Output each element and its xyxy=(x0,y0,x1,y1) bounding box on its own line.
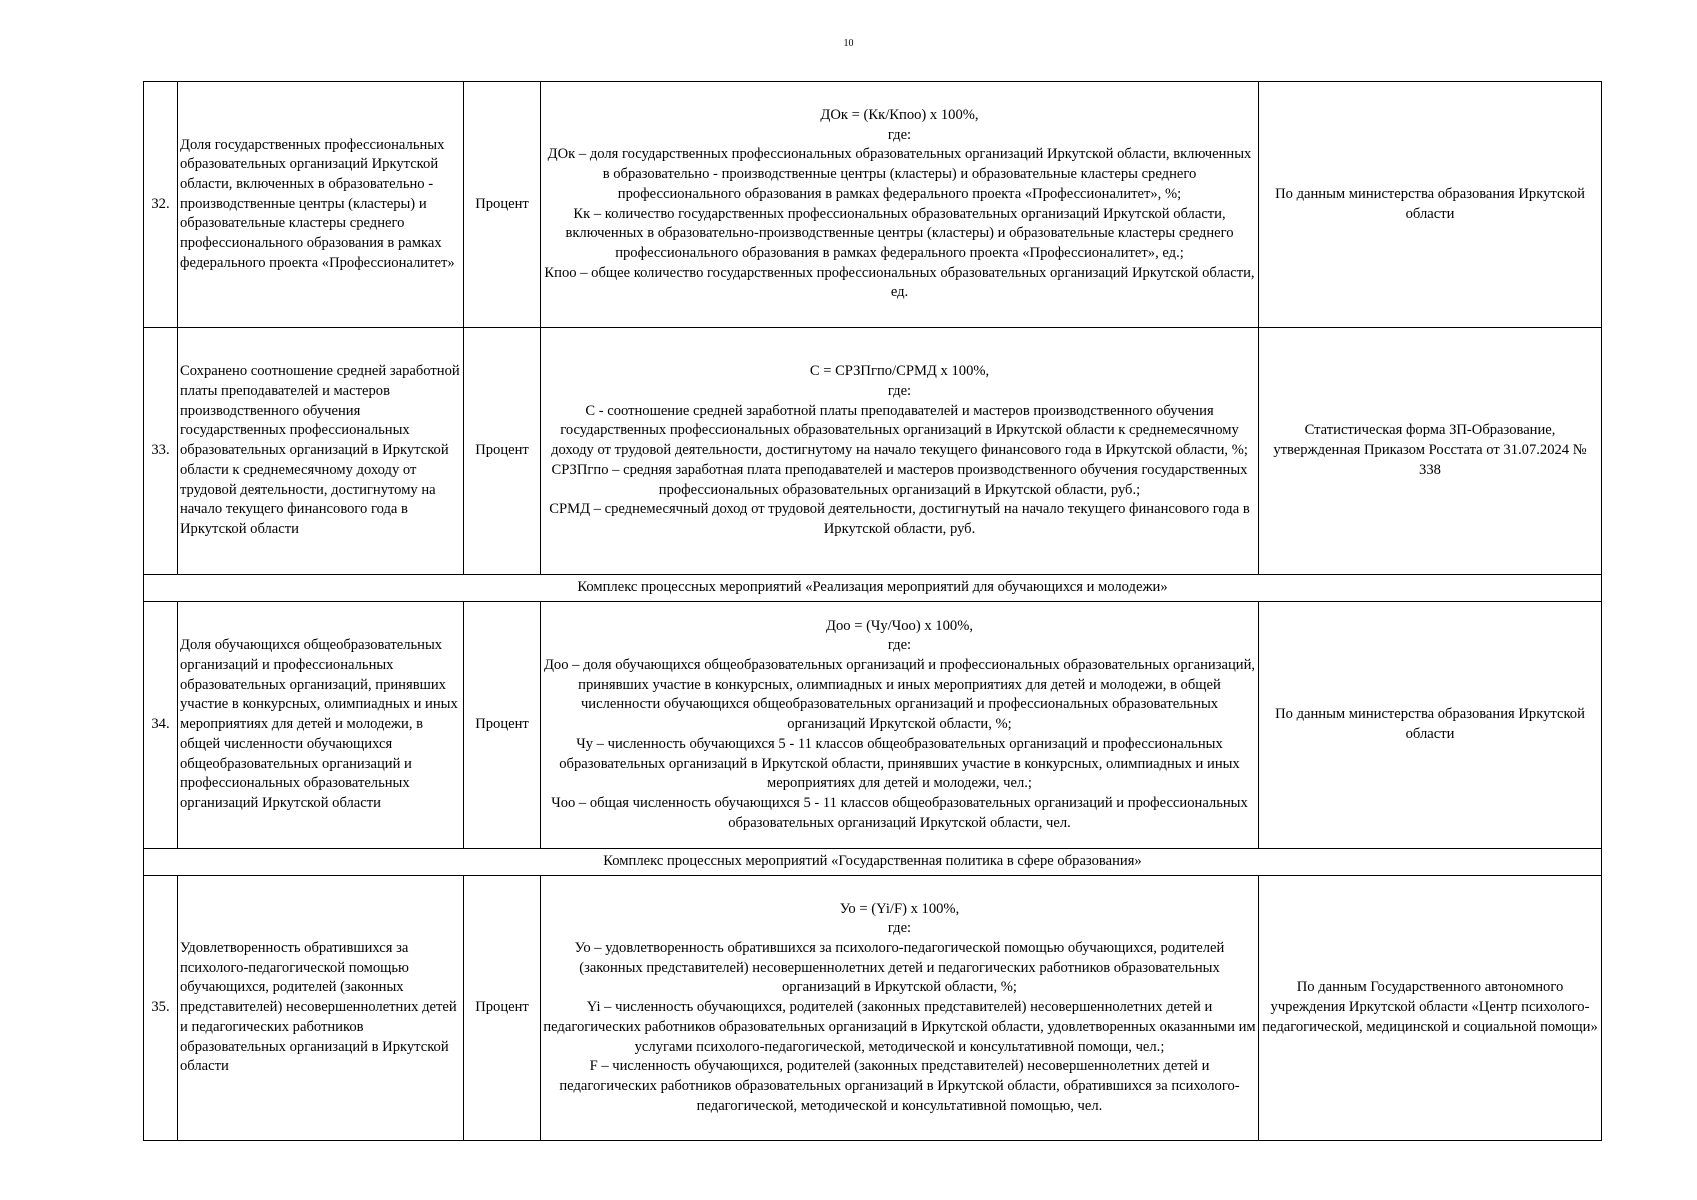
method-formula: Уо = (Yi/F) х 100%, xyxy=(839,900,960,917)
indicator-source: По данным министерства образования Иркутской области xyxy=(1259,602,1602,849)
method-definition: С - соотношение средней заработной платы преподавателей и мастеров производственного обучения государственных профессиональных образовательных организаций в Иркутской области к среднемесячному доходу от трудовой деятельности, достигнутому на начало текущего финансового года в Иркутской области, %; xyxy=(551,402,1248,459)
method-where: где: xyxy=(887,383,912,400)
indicator-method xyxy=(541,602,1259,849)
indicator-number: 34. xyxy=(144,602,178,849)
indicator-unit: Процент xyxy=(464,602,541,849)
indicator-row-35 xyxy=(144,876,1602,1141)
indicator-name: Доля обучающихся общеобразовательных организаций и профессиональных образовательных организаций, принявших участие в конкурсных, олимпиадных и иных мероприятиях для детей и молодежи, в общей численности обучающихся общеобразовательных организаций и профессиональных образовательных организаций Иркутской области xyxy=(178,602,464,849)
indicator-name: Доля государственных профессиональных образовательных организаций Иркутской области, включенных в образовательно - производственные центры (кластеры) и образовательные кластеры среднего профессионального образования в рамках федерального проекта «Профессионалитет» xyxy=(178,82,464,328)
section-title: Комплекс процессных мероприятий «Государственная политика в сфере образования» xyxy=(144,849,1602,876)
method-formula: Доо = (Чу/Чоо) х 100%, xyxy=(826,617,973,634)
indicator-row-32 xyxy=(144,82,1602,328)
method-definition: Чоо – общая численность обучающихся 5 - 11 классов общеобразовательных организаций и профессиональных образовательных организаций Иркутской области, чел. xyxy=(551,794,1248,831)
method-where: где: xyxy=(887,920,912,937)
method-where: где: xyxy=(887,637,912,654)
indicator-row-34 xyxy=(144,602,1602,849)
indicator-name: Удовлетворенность обратившихся за психолого-педагогической помощью обучающихся, родителей (законных представителей) несовершеннолетних детей и педагогических работников образовательных организаций в Иркутской области xyxy=(178,876,464,1141)
section-row xyxy=(144,575,1602,602)
method-definition: СРМД – среднемесячный доход от трудовой деятельности, достигнутый на начало текущего финансового года в Иркутской области, руб. xyxy=(549,501,1250,537)
indicator-name: Сохранено соотношение средней заработной платы преподавателей и мастеров производственного обучения государственных профессиональных образовательных организаций в Иркутской области к среднемесячному доходу от трудовой деятельности, достигнутому на начало текущего финансового года в Иркутской области xyxy=(178,328,464,575)
page-number: 10 xyxy=(843,38,854,49)
method-definition: F – численность обучающихся, родителей (законных представителей) несовершеннолетних детей и педагогических работников образовательных организаций в Иркутской области, обратившихся за психолого-педагогической, методической и консультативной помощью, чел. xyxy=(559,1058,1240,1114)
indicator-source: По данным Государственного автономного учреждения Иркутской области «Центр психолого-педагогической, медицинской и социальной помощи» xyxy=(1259,876,1602,1141)
indicator-method xyxy=(541,328,1259,575)
indicator-number: 35. xyxy=(144,876,178,1141)
section-title: Комплекс процессных мероприятий «Реализация мероприятий для обучающихся и молодежи» xyxy=(144,575,1602,602)
indicator-source: Статистическая форма ЗП-Образование, утвержденная Приказом Росстата от 31.07.2024 № 338 xyxy=(1259,328,1602,575)
indicator-unit: Процент xyxy=(464,876,541,1141)
method-definition: Кк – количество государственных профессиональных образовательных организаций Иркутской области, включенных в образовательно-производственные центры (кластеры) и образовательные кластеры среднего профессионального образования в рамках федерального проекта «Профессионалитет», ед.; xyxy=(565,205,1234,261)
method-definition: Yi – численность обучающихся, родителей (законных представителей) несовершеннолетних детей и педагогических работников образовательных организаций в Иркутской области, удовлетворенных оказанными им услугами психолого-педагогической, методической и консультативной помощи, чел.; xyxy=(543,999,1256,1055)
indicators-table xyxy=(143,81,1602,1141)
indicator-unit: Процент xyxy=(464,82,541,328)
indicator-unit: Процент xyxy=(464,328,541,575)
method-definition: Чу – численность обучающихся 5 - 11 классов общеобразовательных организаций и профессиональных образовательных организаций в Иркутской области, принявших участие в конкурсных, олимпиадных и иных мероприятиях для детей и молодежи, чел.; xyxy=(559,735,1240,792)
indicator-number: 33. xyxy=(144,328,178,575)
indicator-row-33 xyxy=(144,328,1602,575)
method-definition: Доо – доля обучающихся общеобразовательных организаций и профессиональных образовательных организаций, принявших участие в конкурсных, олимпиадных и иных мероприятиях для детей и молодежи, в общей численности обучающихся общеобразовательных организаций и профессиональных образовательных организаций Иркутской области, %; xyxy=(543,657,1256,733)
method-where: где: xyxy=(887,126,912,143)
indicator-source: По данным министерства образования Иркутской области xyxy=(1259,82,1602,328)
method-formula: С = СРЗПгпо/СРМД х 100%, xyxy=(809,363,990,380)
method-definition: ДОк – доля государственных профессиональных образовательных организаций Иркутской области, включенных в образовательно - производственные центры (кластеры) и образовательные кластеры среднего профессионального образования в рамках федерального проекта «Профессионалитет», %; xyxy=(547,146,1252,202)
method-formula: ДОк = (Кк/Кпоо) х 100%, xyxy=(820,106,979,123)
section-row xyxy=(144,849,1602,876)
method-definition: СРЗПгпо – средняя заработная плата преподавателей и мастеров производственного обучения государственных профессиональных образовательных организаций в Иркутской области, руб.; xyxy=(551,461,1248,498)
indicator-method xyxy=(541,876,1259,1141)
indicator-number: 32. xyxy=(144,82,178,328)
indicator-method xyxy=(541,82,1259,328)
method-definition: Кпоо – общее количество государственных профессиональных образовательных организаций Иркутской области, ед. xyxy=(544,264,1255,301)
method-definition: Уо – удовлетворенность обратившихся за психолого-педагогической помощью обучающихся, родителей (законных представителей) несовершеннолетних детей и педагогических работников образовательных организаций в Иркутской области, %; xyxy=(574,940,1225,996)
